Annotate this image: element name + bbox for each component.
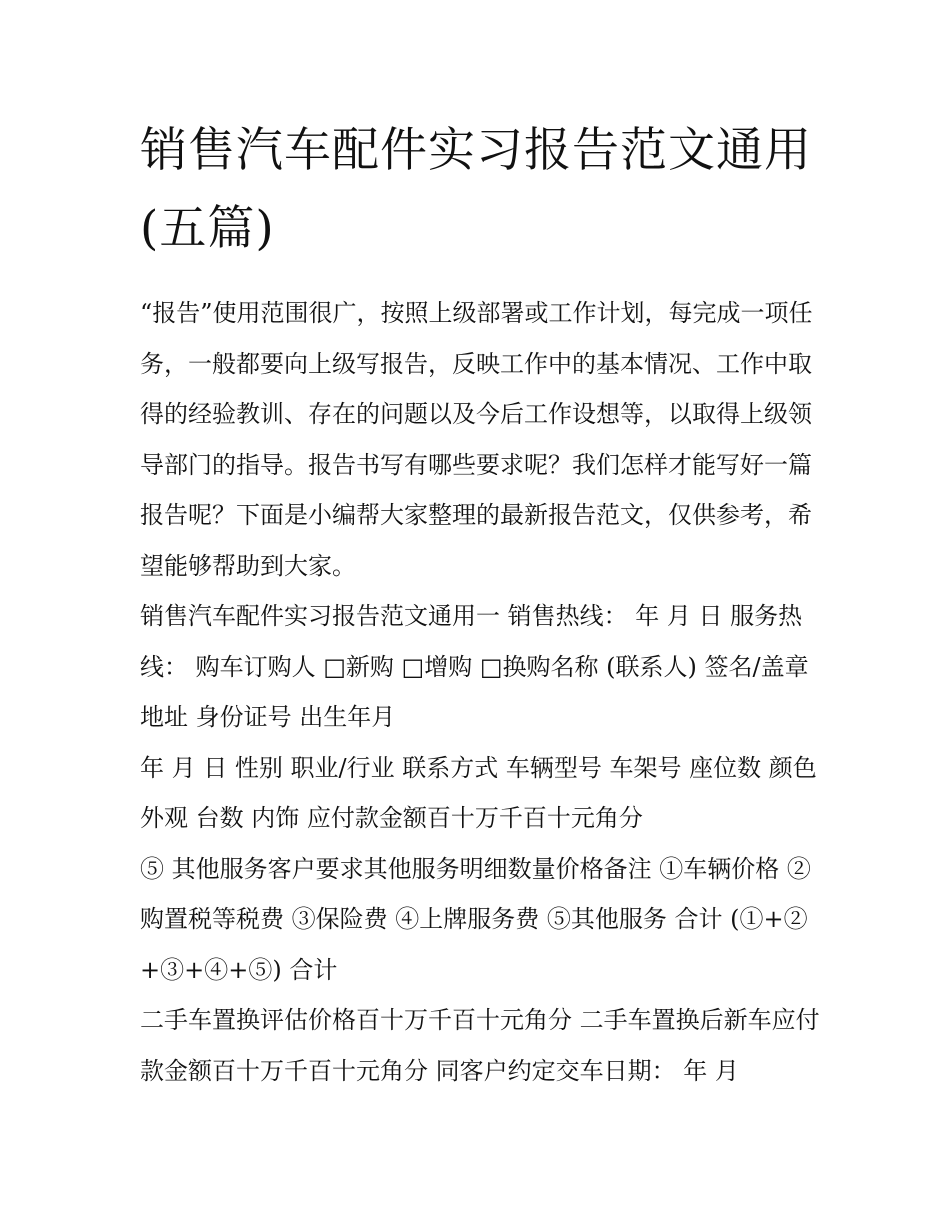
paragraph-order-header: 销售汽车配件实习报告范文通用一 销售热线： 年 月 日 服务热线： 购车订购人 □新购 □增购 □换购名称 (联系人) 签名/盖章 地址 身份证号 出生年月: [140, 602, 809, 731]
paragraph-vehicle-info: 年 月 日 性别 职业/行业 联系方式 车辆型号 车架号 座位数 颜色外观 台数 内饰 应付款金额百十万千百十元角分: [140, 753, 817, 832]
paragraph-intro: “报告”使用范围很广，按照上级部署或工作计划，每完成一项任务，一般都要向上级写报告，反映工作中的基本情况、工作中取得的经验教训、存在的问题以及今后工作设想等，以取得上级领导部门的指导。报告书写有哪些要求呢？我们怎样才能写好一篇报告呢？下面是小编帮大家整理的最新报告范文，仅供参考，希望能够帮助到大家。: [140, 299, 813, 580]
paragraph-trade-in: 二手车置换评估价格百十万千百十元角分 二手车置换后新车应付款金额百十万千百十元角分 同客户约定交车日期： 年 月: [140, 1006, 820, 1085]
document-content: [140, 112, 820, 1096]
paragraph-services: ⑤ 其他服务客户要求其他服务明细数量价格备注 ①车辆价格 ②购置税等税费 ③保险费 ④上牌服务费 ⑤其他服务 合计 (①+②+③+④+⑤) 合计: [140, 854, 811, 984]
document-title: 销售汽车配件实习报告范文通用(五篇): [140, 123, 812, 256]
